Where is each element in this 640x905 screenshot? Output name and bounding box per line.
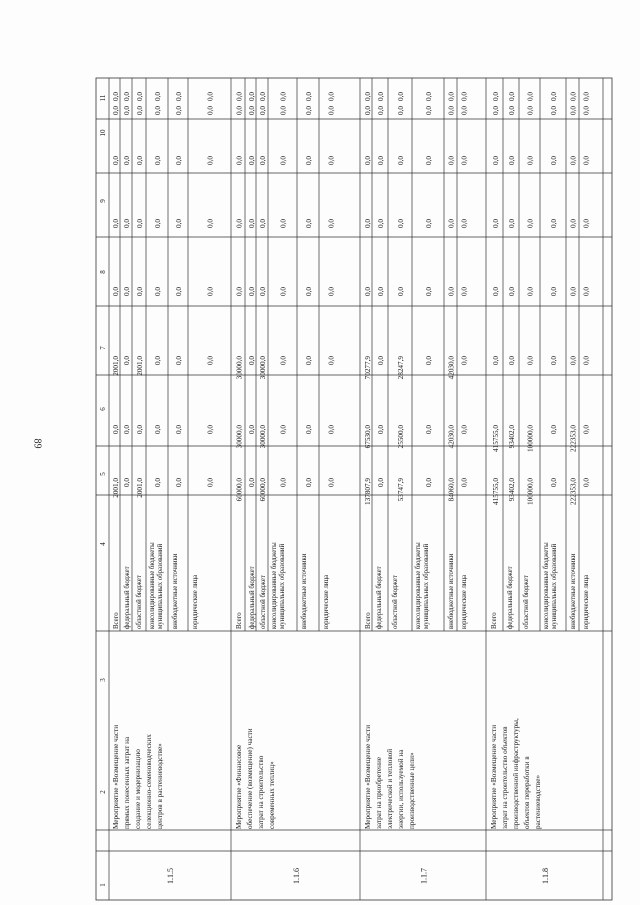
row-source: консолидированные бюджеты <box>149 542 156 629</box>
value-cell: 100000,0 <box>526 478 535 505</box>
value-cell: 0,0 <box>248 156 256 165</box>
value-cell: 0,0 <box>136 287 144 296</box>
value-cell: 0,0 <box>327 219 336 228</box>
value-cell: 0,0 <box>425 219 433 228</box>
block-name-line: затрат на строительство <box>257 755 265 829</box>
row-source: консолидированные бюджеты <box>415 542 422 629</box>
value-cell: 0,0 <box>305 219 313 228</box>
value-cell: 0,0 <box>305 287 313 296</box>
block-name-line: Мероприятие «Возмещение части <box>490 724 498 829</box>
row-source: областной бюджет <box>523 575 530 629</box>
value-cell: 0,0 <box>526 106 535 115</box>
value-cell: 0,0 <box>460 219 469 228</box>
row-source: консолидированные бюджеты <box>271 542 278 629</box>
value-cell: 0,0 <box>492 156 500 165</box>
value-cell: 0,0 <box>508 219 516 228</box>
value-cell: 30000,0 <box>259 425 267 449</box>
value-cell: 0,0 <box>425 287 433 296</box>
value-cell: 0,0 <box>327 92 336 101</box>
value-cell: 0,0 <box>259 156 267 165</box>
row-source: федеральный бюджет <box>376 566 383 629</box>
value-cell: 0,0 <box>112 156 120 165</box>
value-cell: 0,0 <box>569 106 578 115</box>
value-cell: 0,0 <box>364 92 372 101</box>
block-name-line: затрат на строительство объектов <box>501 726 509 829</box>
value-cell: 0,0 <box>492 287 500 296</box>
value-cell: 0,0 <box>460 106 469 115</box>
row-source: юридические лица <box>192 574 199 629</box>
value-cell: 2001,0 <box>136 356 144 376</box>
value-cell: 0,0 <box>123 356 131 365</box>
block-name-line: Мероприятие «Финансовое <box>235 744 243 829</box>
value-cell: 0,0 <box>305 425 313 434</box>
value-cell: 0,0 <box>235 156 244 165</box>
value-cell: 0,0 <box>175 478 183 487</box>
value-cell: 28247,9 <box>397 356 405 380</box>
value-cell: 0,0 <box>175 156 183 165</box>
col-header-6: 6 <box>99 407 107 411</box>
value-cell: 0,0 <box>460 156 469 165</box>
value-cell: 0,0 <box>279 92 288 101</box>
value-cell: 60000,0 <box>235 478 244 502</box>
value-cell: 60000,0 <box>259 478 267 502</box>
block-name-line: энергии, используемой на <box>397 749 405 829</box>
value-cell: 30000,0 <box>259 356 267 380</box>
value-cell: 0,0 <box>460 92 469 101</box>
value-cell: 0,0 <box>259 287 267 296</box>
value-cell: 0,0 <box>327 287 336 296</box>
value-cell: 0,0 <box>397 287 405 296</box>
value-cell: 0,0 <box>123 287 131 296</box>
value-cell: 0,0 <box>248 478 256 487</box>
row-source: внебюджетные источники <box>301 553 308 629</box>
value-cell: 0,0 <box>123 92 131 101</box>
value-cell: 0,0 <box>112 92 120 101</box>
col-header-8: 8 <box>99 270 107 274</box>
value-cell: 0,0 <box>460 425 469 434</box>
block-id-1.1.8: 1.1.8 <box>541 868 550 884</box>
value-cell: 0,0 <box>279 356 288 365</box>
value-cell: 2001,0 <box>112 356 120 376</box>
value-cell: 0,0 <box>582 219 591 228</box>
value-cell: 0,0 <box>526 287 535 296</box>
col-header-5: 5 <box>99 472 107 476</box>
value-cell: 0,0 <box>397 92 405 101</box>
value-cell: 2001,0 <box>112 478 120 498</box>
value-cell: 0,0 <box>279 425 288 434</box>
value-cell: 0,0 <box>305 478 313 487</box>
value-cell: 0,0 <box>235 287 244 296</box>
row-source: Всего <box>236 612 243 629</box>
block-id-1.1.5: 1.1.5 <box>166 868 175 884</box>
row-source: Всего <box>491 612 498 629</box>
value-cell: 0,0 <box>550 106 558 115</box>
value-cell: 0,0 <box>279 219 288 228</box>
value-cell: 0,0 <box>112 287 120 296</box>
value-cell: 0,0 <box>136 219 144 228</box>
block-name-line: производственной инфраструктуры, <box>512 718 520 829</box>
value-cell: 0,0 <box>447 156 456 165</box>
value-cell: 0,0 <box>279 106 288 115</box>
value-cell: 222353,0 <box>569 478 578 505</box>
value-cell: 0,0 <box>136 106 144 115</box>
value-cell: 70277,9 <box>364 356 372 380</box>
value-cell: 0,0 <box>364 106 372 115</box>
value-cell: 0,0 <box>248 425 256 434</box>
value-cell: 0,0 <box>460 287 469 296</box>
value-cell: 0,0 <box>447 219 456 228</box>
value-cell: 0,0 <box>248 356 256 365</box>
row-source: Всего <box>365 612 372 629</box>
value-cell: 0,0 <box>327 425 336 434</box>
block-name-line: электрической и тепловой <box>386 748 394 829</box>
value-cell: 0,0 <box>447 287 456 296</box>
value-cell: 0,0 <box>377 478 385 487</box>
block-id-1.1.6: 1.1.6 <box>292 868 301 884</box>
value-cell: 0,0 <box>248 92 256 101</box>
value-cell: 0,0 <box>508 106 516 115</box>
value-cell: 0,0 <box>175 92 183 101</box>
value-cell: 0,0 <box>305 156 313 165</box>
value-cell: 0,0 <box>123 425 131 434</box>
value-cell: 0,0 <box>154 106 162 115</box>
value-cell: 0,0 <box>526 219 535 228</box>
block-name-line: обеспечение (возмещение) части <box>246 728 254 829</box>
value-cell: 0,0 <box>112 425 120 434</box>
value-cell: 0,0 <box>397 219 405 228</box>
value-cell: 0,0 <box>206 425 215 434</box>
value-cell: 0,0 <box>526 356 535 365</box>
value-cell: 0,0 <box>206 156 215 165</box>
value-cell: 0,0 <box>154 356 162 365</box>
row-source: внебюджетные источники <box>570 553 577 629</box>
value-cell: 0,0 <box>447 106 456 115</box>
value-cell: 0,0 <box>425 92 433 101</box>
row-source: муниципальных образований <box>279 543 286 629</box>
value-cell: 42030,0 <box>447 356 456 380</box>
col-header-2: 2 <box>99 790 107 794</box>
row-source: федеральный бюджет <box>249 566 256 629</box>
value-cell: 0,0 <box>425 478 433 487</box>
col-header-9: 9 <box>99 199 107 203</box>
value-cell: 0,0 <box>582 287 591 296</box>
block-name-line: производственные цели» <box>408 752 416 829</box>
value-cell: 0,0 <box>550 425 558 434</box>
value-cell: 0,0 <box>279 287 288 296</box>
block-id-1.1.7: 1.1.7 <box>419 868 429 884</box>
row-source: федеральный бюджет <box>507 566 514 629</box>
block-name-line: центров в растениеводстве» <box>156 743 164 829</box>
row-source: консолидированные бюджеты <box>543 542 550 629</box>
value-cell: 0,0 <box>550 287 558 296</box>
row-source: юридические лица <box>583 574 590 629</box>
value-cell: 0,0 <box>582 478 591 487</box>
value-cell: 0,0 <box>550 356 558 365</box>
value-cell: 0,0 <box>206 356 215 365</box>
value-cell: 30000,0 <box>235 356 244 380</box>
value-cell: 0,0 <box>154 92 162 101</box>
page-number: 89 <box>31 438 43 449</box>
value-cell: 0,0 <box>175 356 183 365</box>
row-source: юридические лица <box>461 574 468 629</box>
value-cell: 0,0 <box>526 156 535 165</box>
value-cell: 0,0 <box>112 219 120 228</box>
col-header-3: 3 <box>99 678 107 682</box>
block-name-line: Мероприятие «Возмещение части <box>364 724 372 829</box>
col-header-4: 4 <box>99 542 107 546</box>
value-cell: 415755,0 <box>492 425 500 452</box>
row-source: муниципальных образований <box>551 543 558 629</box>
col-header-1: 1 <box>99 883 107 887</box>
value-cell: 0,0 <box>175 425 183 434</box>
value-cell: 0,0 <box>279 156 288 165</box>
value-cell: 0,0 <box>136 92 144 101</box>
value-cell: 0,0 <box>305 106 313 115</box>
value-cell: 0,0 <box>123 106 131 115</box>
value-cell: 0,0 <box>327 478 336 487</box>
value-cell: 0,0 <box>425 425 433 434</box>
value-cell: 0,0 <box>550 219 558 228</box>
value-cell: 0,0 <box>136 156 144 165</box>
value-cell: 0,0 <box>206 92 215 101</box>
value-cell: 0,0 <box>550 156 558 165</box>
value-cell: 0,0 <box>364 287 372 296</box>
row-source: муниципальных образований <box>157 543 164 629</box>
value-cell: 0,0 <box>364 219 372 228</box>
value-cell: 0,0 <box>425 356 433 365</box>
value-cell: 0,0 <box>582 356 591 365</box>
value-cell: 0,0 <box>377 92 385 101</box>
value-cell: 0,0 <box>235 92 244 101</box>
value-cell: 0,0 <box>305 356 313 365</box>
value-cell: 93402,0 <box>508 478 516 502</box>
value-cell: 0,0 <box>377 106 385 115</box>
value-cell: 0,0 <box>123 156 131 165</box>
value-cell: 25500,0 <box>397 425 405 449</box>
value-cell: 0,0 <box>235 219 244 228</box>
row-source: муниципальных образований <box>423 543 430 629</box>
value-cell: 0,0 <box>377 287 385 296</box>
value-cell: 0,0 <box>460 356 469 365</box>
value-cell: 0,0 <box>248 106 256 115</box>
value-cell: 222353,0 <box>569 425 578 452</box>
value-cell: 0,0 <box>582 156 591 165</box>
value-cell: 0,0 <box>447 92 456 101</box>
value-cell: 0,0 <box>235 106 244 115</box>
value-cell: 0,0 <box>492 92 500 101</box>
value-cell: 93402,0 <box>508 425 516 449</box>
value-cell: 30000,0 <box>235 425 244 449</box>
block-name-line: Мероприятие «Возмещение части <box>112 724 120 829</box>
value-cell: 53747,9 <box>397 478 405 502</box>
block-name-line: затрат на приобретение <box>375 757 383 829</box>
value-cell: 0,0 <box>582 106 591 115</box>
value-cell: 0,0 <box>206 219 215 228</box>
row-source: областной бюджет <box>136 575 143 629</box>
block-name-line: прямых понесенных затрат на <box>123 736 131 829</box>
block-name-line: современных теплиц» <box>268 761 276 829</box>
value-cell: 0,0 <box>508 92 516 101</box>
value-cell: 0,0 <box>492 219 500 228</box>
value-cell: 67530,0 <box>364 425 372 449</box>
value-cell: 0,0 <box>460 478 469 487</box>
value-cell: 0,0 <box>154 478 162 487</box>
value-cell: 0,0 <box>259 219 267 228</box>
value-cell: 0,0 <box>154 156 162 165</box>
value-cell: 0,0 <box>377 219 385 228</box>
row-source: федеральный бюджет <box>124 566 131 629</box>
value-cell: 0,0 <box>508 356 516 365</box>
value-cell: 0,0 <box>279 478 288 487</box>
value-cell: 0,0 <box>397 156 405 165</box>
value-cell: 0,0 <box>259 106 267 115</box>
row-source: внебюджетные источники <box>172 553 179 629</box>
value-cell: 0,0 <box>123 478 131 487</box>
block-name-line: селекционно-семеноводческих <box>145 734 153 829</box>
value-cell: 0,0 <box>377 156 385 165</box>
value-cell: 0,0 <box>327 156 336 165</box>
col-header-11: 11 <box>99 94 107 102</box>
value-cell: 0,0 <box>425 106 433 115</box>
value-cell: 0,0 <box>154 287 162 296</box>
value-cell: 0,0 <box>305 92 313 101</box>
value-cell: 0,0 <box>154 425 162 434</box>
value-cell: 0,0 <box>508 287 516 296</box>
value-cell: 0,0 <box>248 287 256 296</box>
col-header-10: 10 <box>99 129 107 137</box>
value-cell: 0,0 <box>206 106 215 115</box>
row-source: областной бюджет <box>392 575 399 629</box>
value-cell: 0,0 <box>550 478 558 487</box>
value-cell: 0,0 <box>364 156 372 165</box>
value-cell: 0,0 <box>248 219 256 228</box>
value-cell: 0,0 <box>569 92 578 101</box>
value-cell: 0,0 <box>569 287 578 296</box>
value-cell: 0,0 <box>206 287 215 296</box>
value-cell: 0,0 <box>327 106 336 115</box>
value-cell: 0,0 <box>492 106 500 115</box>
value-cell: 137807,9 <box>364 478 372 505</box>
block-name-line: растениеводстве» <box>534 774 542 829</box>
value-cell: 0,0 <box>175 287 183 296</box>
col-header-7: 7 <box>99 346 107 350</box>
value-cell: 0,0 <box>582 92 591 101</box>
block-name-line: объектов переработки в <box>523 756 531 829</box>
row-source: юридические лица <box>323 574 330 629</box>
value-cell: 0,0 <box>397 106 405 115</box>
value-cell: 0,0 <box>582 425 591 434</box>
value-cell: 0,0 <box>569 219 578 228</box>
value-cell: 0,0 <box>175 106 183 115</box>
row-source: областной бюджет <box>260 575 267 629</box>
value-cell: 0,0 <box>425 156 433 165</box>
row-source: внебюджетные источники <box>448 553 455 629</box>
value-cell: 0,0 <box>327 356 336 365</box>
value-cell: 2001,0 <box>136 478 144 498</box>
value-cell: 0,0 <box>154 219 162 228</box>
value-cell: 0,0 <box>259 92 267 101</box>
value-cell: 0,0 <box>112 106 120 115</box>
value-cell: 0,0 <box>377 425 385 434</box>
value-cell: 0,0 <box>206 478 215 487</box>
block-name-line: создание и модернизацию <box>134 749 142 829</box>
value-cell: 0,0 <box>569 156 578 165</box>
value-cell: 84060,0 <box>447 478 456 502</box>
value-cell: 42030,0 <box>447 425 456 449</box>
value-cell: 0,0 <box>123 219 131 228</box>
value-cell: 0,0 <box>508 156 516 165</box>
row-source: Всего <box>113 612 120 629</box>
value-cell: 0,0 <box>175 219 183 228</box>
value-cell: 0,0 <box>550 92 558 101</box>
value-cell: 0,0 <box>377 356 385 365</box>
value-cell: 415755,0 <box>492 478 500 505</box>
value-cell: 0,0 <box>569 356 578 365</box>
value-cell: 0,0 <box>526 92 535 101</box>
value-cell: 100000,0 <box>526 425 535 452</box>
value-cell: 0,0 <box>492 356 500 365</box>
value-cell: 0,0 <box>136 425 144 434</box>
